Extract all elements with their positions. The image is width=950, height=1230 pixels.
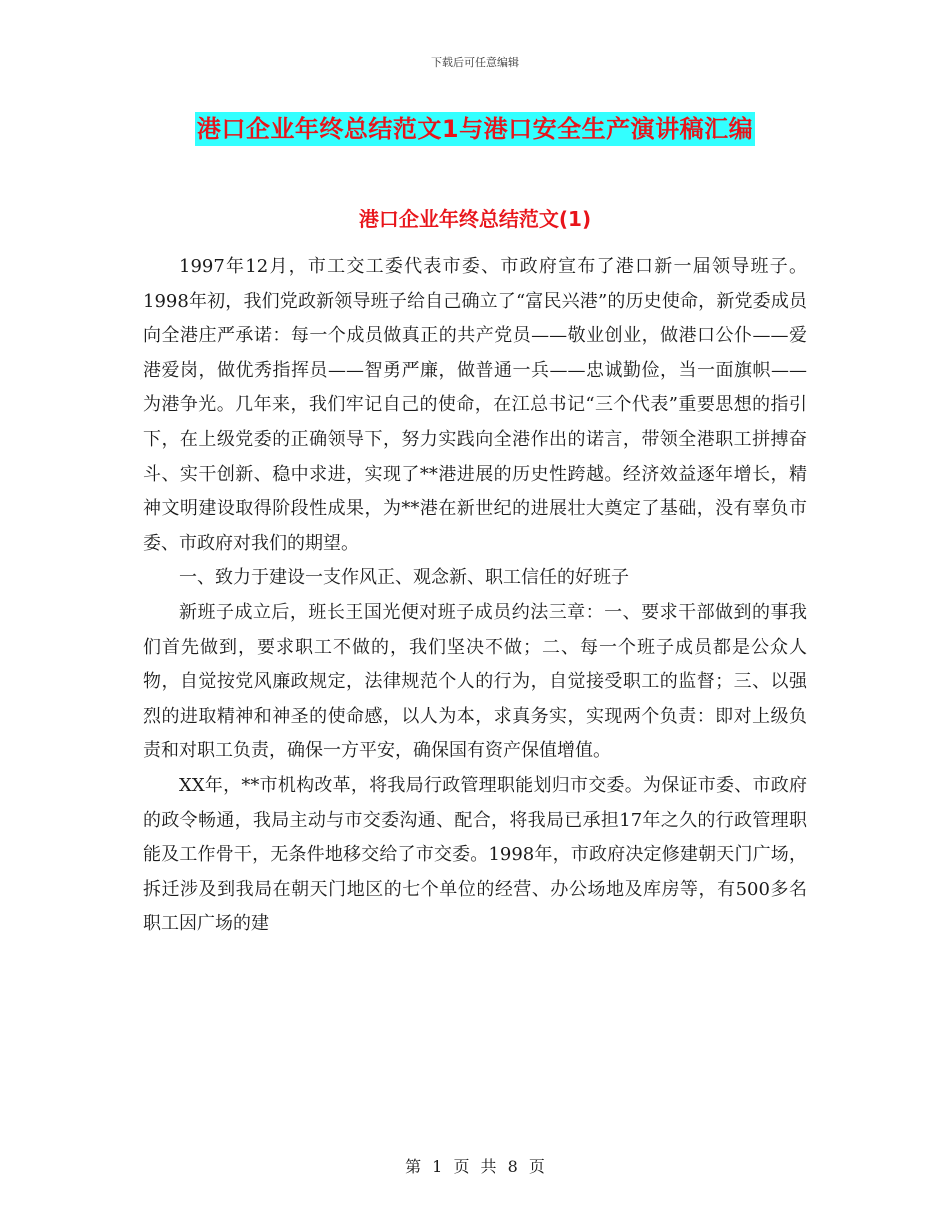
paragraph: XX年，**市机构改革，将我局行政管理职能划归市交委。为保证市委、市政府的政令畅通，我局主动与市交委沟通、配合，将我局已承担17年之久的行政管理职能及工作骨干，无条件地移交给了市交委。1998年，市政府决定修建朝天门广场，拆迁涉及到我局在朝天门地区的七个单位的经营、办公场地及库房等，有500多名职工因广场的建 — [143, 774, 807, 935]
document-body — [143, 250, 807, 942]
header-note: 下载后可任意编辑 — [431, 56, 519, 69]
paragraph: 1997年12月，市工交工委代表市委、市政府宣布了港口新一届领导班子。1998年初，我们党政新领导班子给自己确立了“富民兴港”的历史使命，新党委成员向全港庄严承诺：每一个成员做真正的共产党员——敬业创业，做港口公仆——爱港爱岗，做优秀指挥员——智勇严廉，做普通一兵——忠诚勤俭，当一面旗帜——为港争光。几年来，我们牢记自己的使命，在江总书记“三个代表”重要思想的指引下，在上级党委的正确领导下，努力实践向全港作出的诺言，带领全港职工拼搏奋斗、实干创新、稳中求进，实现了**港进展的历史性跨越。经济效益逐年增长，精神文明建设取得阶段性成果，为**港在新世纪的进展壮大奠定了基础，没有辜负市委、市政府对我们的期望。 — [143, 256, 807, 554]
page-number: 第 1 页 共 8 页 — [405, 1157, 545, 1176]
paragraph: 一、致力于建设一支作风正、观念新、职工信任的好班子 — [179, 567, 629, 589]
section-title: 港口企业年终总结范文(1) — [358, 207, 592, 231]
document-title-wrapper — [0, 112, 950, 146]
document-title: 港口企业年终总结范文1与港口安全生产演讲稿汇编 — [195, 112, 755, 146]
paragraph: 新班子成立后，班长王国光便对班子成员约法三章：一、要求干部做到的事我们首先做到，要求职工不做的，我们坚决不做；二、每一个班子成员都是公众人物，自觉按党风廉政规定，法律规范个人的行为，自觉接受职工的监督；三、以强烈的进取精神和神圣的使命感，以人为本，求真务实，实现两个负责：即对上级负责和对职工负责，确保一方平安，确保国有资产保值增值。 — [143, 601, 807, 762]
